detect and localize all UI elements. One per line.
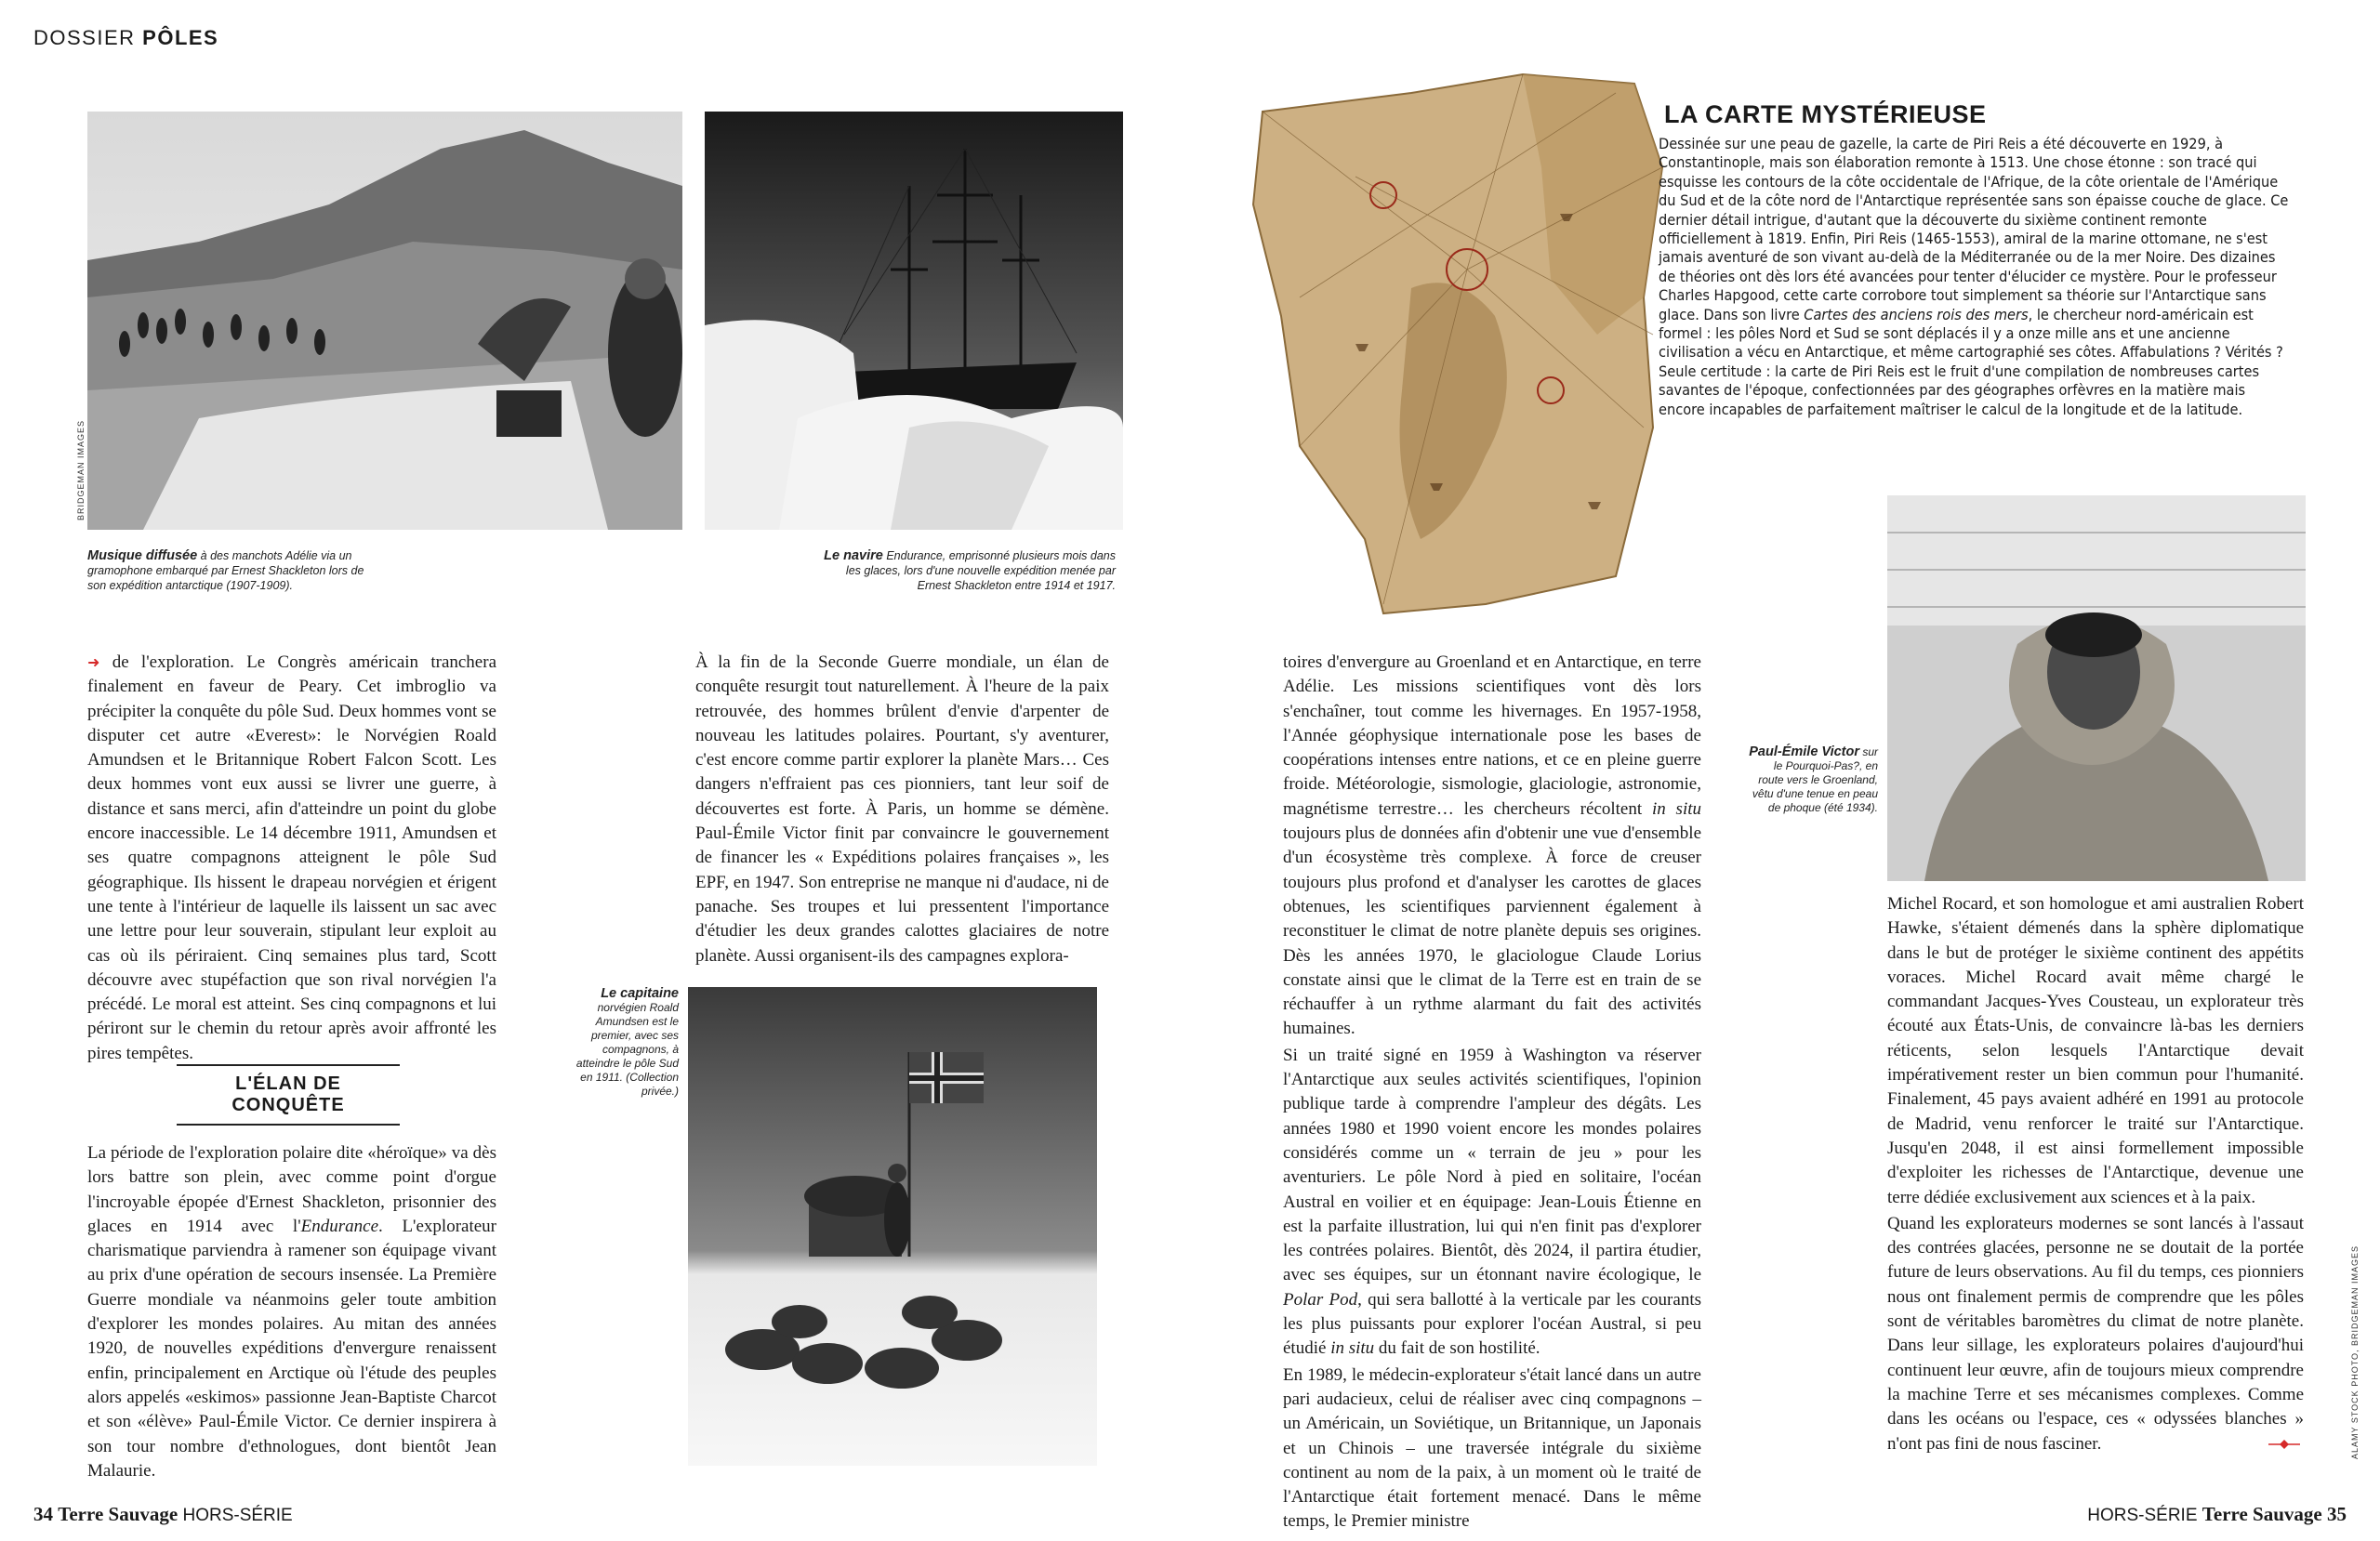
sidebar-title: LA CARTE MYSTÉRIEUSE [1664, 100, 1987, 128]
sidebar-text-b: , le chercheur nord-américain est formel : les pôles Nord et Sud se sont déplacés il y a onze mille ans et une ancienne civilisation a vécu en Antarctique, et même cartographié ses côtes. Affabulations ? Vérités ? Seule certitude : la carte de Piri Reis est le fruit d'une compilation de nombreuses cartes savantes de l'époque, confectionnées par des géographes orfèvres en la matière mais encore incapables de parfaitement maîtriser le calcul de la longitude et de la latitude. [1659, 305, 2283, 418]
col3-paragraph-3: En 1989, le médecin-explorateur s'était lancé dans un autre pari audacieux, celui de réaliser avec cinq compagnons – un Américain, un Soviétique, un Britannique, un Japonais et un Chinois – une traversée intégrale du sixième continent au nom de la paix, à un moment où le traité de l'Antarctique était fortement menacé. Dans le même temps, le Premier ministre [1283, 1364, 1701, 1532]
col3-p2-italic-2: in situ [1330, 1338, 1375, 1359]
body-column-3 [1283, 651, 1701, 1532]
folio-left-suffix: HORS-SÉRIE [182, 1506, 293, 1525]
caption-captain-text: norvégien Roald Amundsen est le premier, avec ses compagnons, à atteindre le pôle Sud en 1911. (Collection privée.) [575, 1001, 679, 1098]
caption-ship-lead: Le navire [824, 548, 883, 563]
caption-captain [569, 987, 679, 1099]
col3-p1b: toujours plus de données afin d'obtenir une vue d'ensemble d'un écosystème très complexe. À force de creuser toujours plus profond et d'analyser les carottes de glaces obtenues, les scientifiques parviennent également à reconstituer le climat de notre planète depuis ses origines. Dès les années 1970, le glaciologue Claude Lorius constate ainsi que le climat de la Terre est en train de se réchauffer à un rythme alarmant du fait des activités humaines. [1283, 823, 1701, 1039]
body-column-4 [1887, 892, 2304, 1454]
continued-arrow-icon: ➜ [87, 653, 100, 671]
folio-left [33, 1503, 293, 1526]
page-number-left: 34 [33, 1503, 53, 1525]
photo-penguins-gramophone [87, 112, 682, 530]
col3-p2b: , qui sera ballotté à la verticale par les courants les plus puissants pour explorer l'océan Austral, si peu étudié [1283, 1289, 1701, 1359]
photo-endurance-ship [705, 112, 1123, 530]
photo-amundsen-south-pole [688, 987, 1097, 1466]
running-head [33, 26, 218, 50]
caption-victor-text: sur le Pourquoi-Pas?, en route vers le Groenland, vêtu d'une tenue en peau de phoque (été 1934). [1752, 745, 1878, 814]
col1-p2-italic: Endurance [300, 1216, 379, 1236]
col3-paragraph-1 [1283, 651, 1701, 1042]
caption-music [87, 548, 366, 593]
end-mark-icon [2268, 1439, 2300, 1450]
col1-paragraph-2 [87, 1141, 496, 1483]
col1-p2a: La période de l'exploration polaire dite «héroïque» va dès lors battre son plein, avec comme point d'orgue l'incroyable épopée d'Ernest Shackleton, prisonnier des glaces en 1914 avec l' [87, 1143, 496, 1236]
magazine-name-right: Terre Sauvage [2202, 1503, 2322, 1525]
photo-credit-right: ALAMY STOCK PHOTO, BRIDGEMAN IMAGES [2350, 1245, 2360, 1459]
subhead-elan-conquete: L'ÉLAN DE CONQUÊTE [177, 1064, 400, 1126]
caption-ship [818, 548, 1116, 593]
sidebar-text [1659, 135, 2291, 419]
sidebar-text-a: Dessinée sur une peau de gazelle, la carte de Piri Reis a été découverte en 1929, à Constantinople, mais son élaboration remonte à 1513. Une chose étonne : son tracé qui esquisse les contours de la côte occidentale de l'Afrique, de la côte orientale de l'Amérique du Sud et de la côte nord de l'Antarctique représentée sans son épaisse couche de glace. Ce dernier détail intrigue, d'autant que la découverte du sixième continent remonte officiellement à 1819. Enfin, Piri Reis (1465-1553), amiral de la marine ottomane, ne s'est jamais aventuré de son vivant au-delà de la Méditerranée ou de la mer Noire. Des dizaines de théories ont dès lors été avancées pour tenter d'élucider ce mystère. Pour le professeur Charles Hapgood, cette carte corrobore tout simplement sa théorie sur l'Antarctique sans glace. Dans son livre [1659, 135, 2289, 323]
body-column-1 [87, 651, 497, 1063]
col3-p2a: Si un traité signé en 1959 à Washington va réserver l'Antarctique aux seules activités scientifiques, l'opinion publique tarde à comprendre l'ampleur des dégâts. Les années 1980 et 1990 voient encore les mondes polaires considérés comme un « terrain de jeu » pour les aventuriers. Le pôle Nord à pied en solitaire, l'océan Austral en voilier et en équipage: Jean-Louis Étienne en est la parfaite illustration, lui qui n'en finit pas d'explorer les contrées polaires. Bientôt, dès 2024, il partira étudier, avec ses équipes, sur un étonnant navire écologique, le [1283, 1045, 1701, 1285]
body-column-2 [695, 651, 1109, 967]
col3-p1-italic: in situ [1651, 798, 1701, 819]
magazine-name-left: Terre Sauvage [58, 1503, 178, 1525]
photo-credit-left: BRIDGEMAN IMAGES [76, 419, 86, 520]
col4-paragraph-2: Quand les explorateurs modernes se sont lancés à l'assaut des contrées glacées, personne ne se doutait de la portée future de leurs observations. Au fil du temps, ces pionniers nous ont finalement permis de comprendre que les pôles sont de véritables baromètres du climat de notre planète. Dans leur sillage, les explorateurs polaires d'aujourd'hui continuent leur œuvre, afin de toujours mieux comprendre la machine Terre et ses mécanismes complexes. Comme dans les océans ou l'espace, ces « odyssées blanches » n'ont pas fini de nous fasciner. [1887, 1213, 2304, 1454]
page-number-right: 35 [2327, 1503, 2347, 1525]
col3-paragraph-2 [1283, 1044, 1701, 1362]
sidebar-book-title: Cartes des anciens rois des mers [1804, 305, 2029, 323]
photo-paul-emile-victor [1887, 495, 2306, 881]
caption-ship-text: Endurance, emprisonné plusieurs mois dans les glaces, lors d'une nouvelle expédition menée par Ernest Shackleton entre 1914 et 1917. [845, 549, 1116, 592]
col3-p1a: toires d'envergure au Groenland et en Antarctique, en terre Adélie. Les missions scientifiques vont dès lors s'enchaîner, tout comme les hivernages. En 1957-1958, l'Année géophysique internationale pose les bases de coopérations intenses entre nations, et ce en pleine guerre froide. Météorologie, sismologie, glaciologie, astronomie, magnétisme terrestre… les chercheurs récoltent [1283, 652, 1701, 819]
col4-paragraph-1: Michel Rocard, et son homologue et ami australien Robert Hawke, s'étaient démenés dans la sphère diplomatique dans le but de protéger le sixième continent des appétits voraces. Michel Rocard avait même chargé le commandant Jacques-Yves Cousteau, un explorateur très écouté aux États-Unis, de convaincre là-bas les derniers réticents, selon lesquels l'Antarctique devait impérativement rester un bien commun pour l'humanité. Finalement, 45 pays avaient adhéré en 1991 au protocole de Madrid, venu renforcer le traité sur l'Antarctique. Jusqu'en 2048, il est ainsi formellement impossible d'exploiter les richesses de l'Antarctique, devenue une terre dédiée exclusivement aux sciences et à la paix. [1887, 894, 2304, 1207]
folio-right-prefix: HORS-SÉRIE [2087, 1506, 2198, 1525]
col2-paragraph-1: À la fin de la Seconde Guerre mondiale, un élan de conquête resurgit tout naturellement. À l'heure de la paix retrouvée, des hommes brûlent d'envie d'arpenter de nouveau les latitudes polaires. Pourtant, s'y aventurer, c'est encore comme partir explorer la planète Mars… Ces dangers n'effraient pas ces pionniers, tant leur soif de découvertes est forte. À Paris, un homme se démène. Paul-Émile Victor finit par convaincre le gouvernement de financer les « Expéditions polaires françaises », les EPF, en 1947. Son entreprise ne manque ni d'audace, ni de panache. Ses troupes et lui pressentent l'importance d'étudier les deux grandes calottes glaciaires de notre planète. Aussi organisent-ils des campagnes explora- [695, 652, 1109, 966]
image-piri-reis-map [1244, 56, 1672, 613]
body-column-1-cont [87, 1141, 496, 1481]
col3-p2c: du fait de son hostilité. [1374, 1338, 1540, 1359]
col3-p2-italic-1: Polar Pod [1283, 1289, 1358, 1310]
caption-victor [1748, 745, 1878, 815]
caption-music-lead: Musique diffusée [87, 548, 198, 563]
col1-paragraph-1 [87, 651, 496, 1066]
caption-captain-lead: Le capitaine [601, 986, 679, 1001]
section-label: DOSSIER [33, 26, 136, 49]
col1-p2b: . L'explorateur charismatique parviendra à ramener son équipage vivant au prix d'une opération de secours insensée. La Première Guerre mondiale va néanmoins geler toute ambition d'explorer les mondes polaires. Au mitan des années 1920, de nouvelles expéditions d'envergure renaissent enfin, principalement en Arctique où l'étude des peuples alors appelés «eskimos» passionne Jean-Baptiste Charcot et son «élève» Paul-Émile Victor. Ce dernier inspirera à son tour nombre d'ethnologues, dont bientôt Jean Malaurie. [87, 1216, 496, 1481]
caption-victor-lead: Paul-Émile Victor [1749, 744, 1859, 759]
col1-p1-text: de l'exploration. Le Congrès américain tranchera finalement en faveur de Peary. Cet imbroglio va précipiter la conquête du pôle Sud. Deux hommes vont se disputer cet autre «Everest»: le Norvégien Roald Amundsen et le Britannique Robert Falcon Scott. Les deux hommes vont eux aussi se livrer une guerre, à distance et sans merci, afin d'atteindre un point du globe encore inaccessible. Le 14 décembre 1911, Amundsen et ses quatre compagnons atteignent le pôle Sud géographique. Ils hissent le drapeau norvégien et érigent une tente à l'intérieur de laquelle ils laissent un sac avec une lettre pour leur souverain, stipulant leur exploit au cas où ils périraient. Cinq semaines plus tard, Scott découvre avec stupéfaction que son rival norvégien l'a précédé. Le moral est atteint. Ses cinq compagnons et lui périront sur le chemin du retour après avoir affronté les pires tempêtes. [87, 652, 497, 1063]
topic-label: PÔLES [142, 26, 219, 49]
folio-right [2087, 1503, 2347, 1526]
caption-music-text: à des manchots Adélie via un gramophone embarqué par Ernest Shackleton lors de son expédition antarctique (1907-1909). [87, 549, 364, 592]
